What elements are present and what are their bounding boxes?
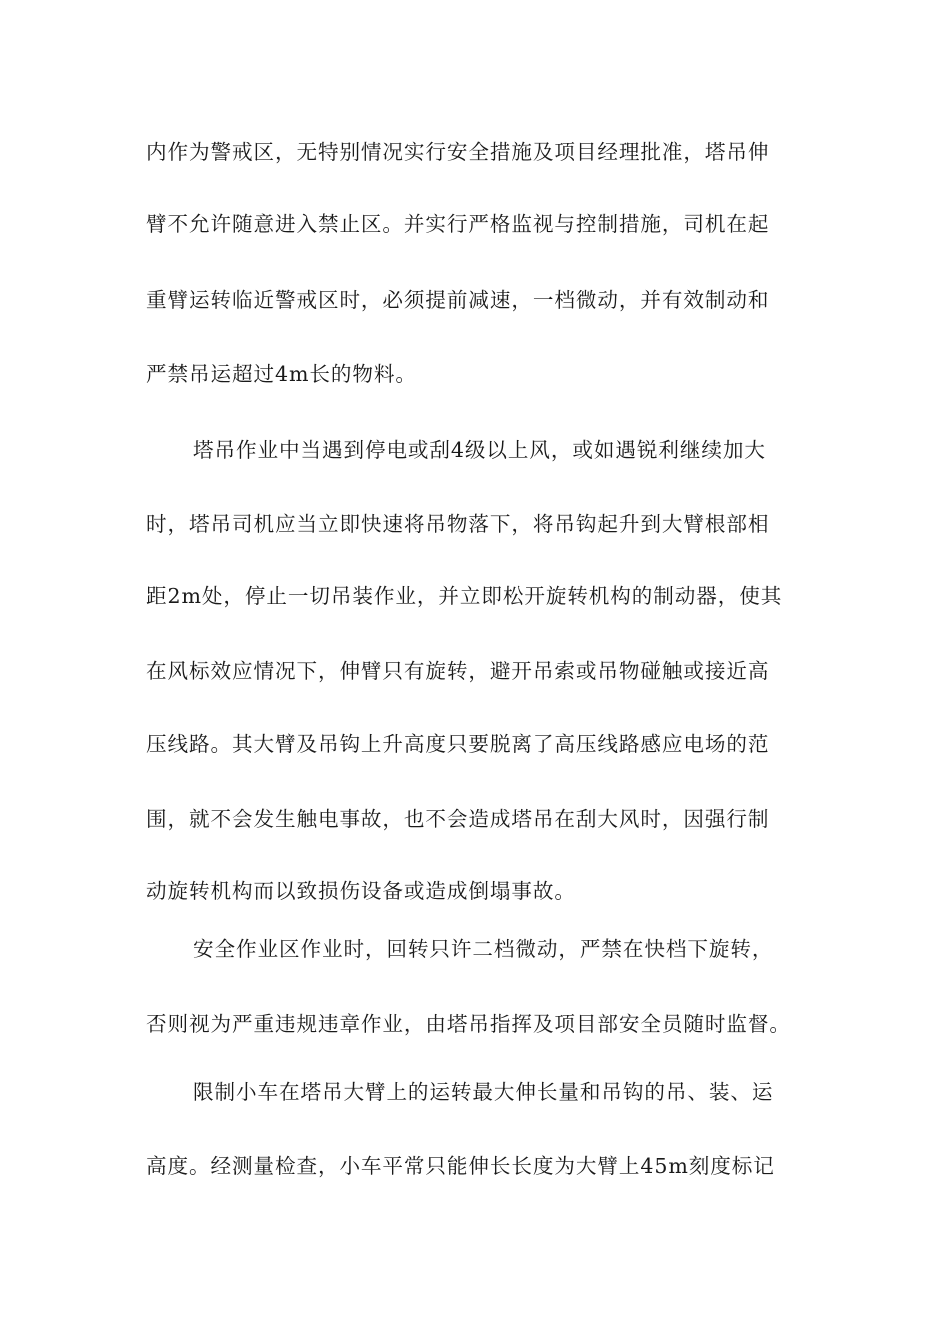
text-line: 臂不允许随意进入禁止区。并实行严格监视与控制措施，司机在起: [146, 212, 770, 236]
text-line: 压线路。其大臂及吊钩上升高度只要脱离了高压线路感应电场的范: [146, 732, 770, 756]
paragraph-first-line: 安全作业区作业时，回转只许二档微动，严禁在快档下旋转，: [193, 937, 774, 961]
text-line: 围，就不会发生触电事故，也不会造成塔吊在刮大风时，因强行制: [146, 807, 770, 831]
text-line: 在风标效应情况下，伸臂只有旋转，避开吊索或吊物碰触或接近高: [146, 659, 770, 683]
text-line: 高度。经测量检查，小车平常只能伸长长度为大臂上45m刻度标记: [146, 1154, 775, 1178]
text-line: 否则视为严重违规违章作业，由塔吊指挥及项目部安全员随时监督。: [146, 1012, 791, 1036]
text-line: 动旋转机构而以致损伤设备或造成倒塌事故。: [146, 879, 576, 903]
text-line: 重臂运转临近警戒区时，必须提前减速，一档微动，并有效制动和: [146, 288, 770, 312]
text-line: 时，塔吊司机应当立即快速将吊物落下，将吊钩起升到大臂根部相: [146, 512, 770, 536]
text-line: 内作为警戒区，无特别情况实行安全措施及项目经理批准，塔吊伸: [146, 140, 770, 164]
text-line: 距2m处，停止一切吊装作业，并立即松开旋转机构的制动器，使其: [146, 584, 783, 608]
text-line: 严禁吊运超过4m长的物料。: [146, 362, 417, 386]
paragraph-first-line: 限制小车在塔吊大臂上的运转最大伸长量和吊钩的吊、装、运: [193, 1080, 774, 1104]
paragraph-first-line: 塔吊作业中当遇到停电或刮4级以上风，或如遇锐利继续加大: [193, 438, 766, 462]
